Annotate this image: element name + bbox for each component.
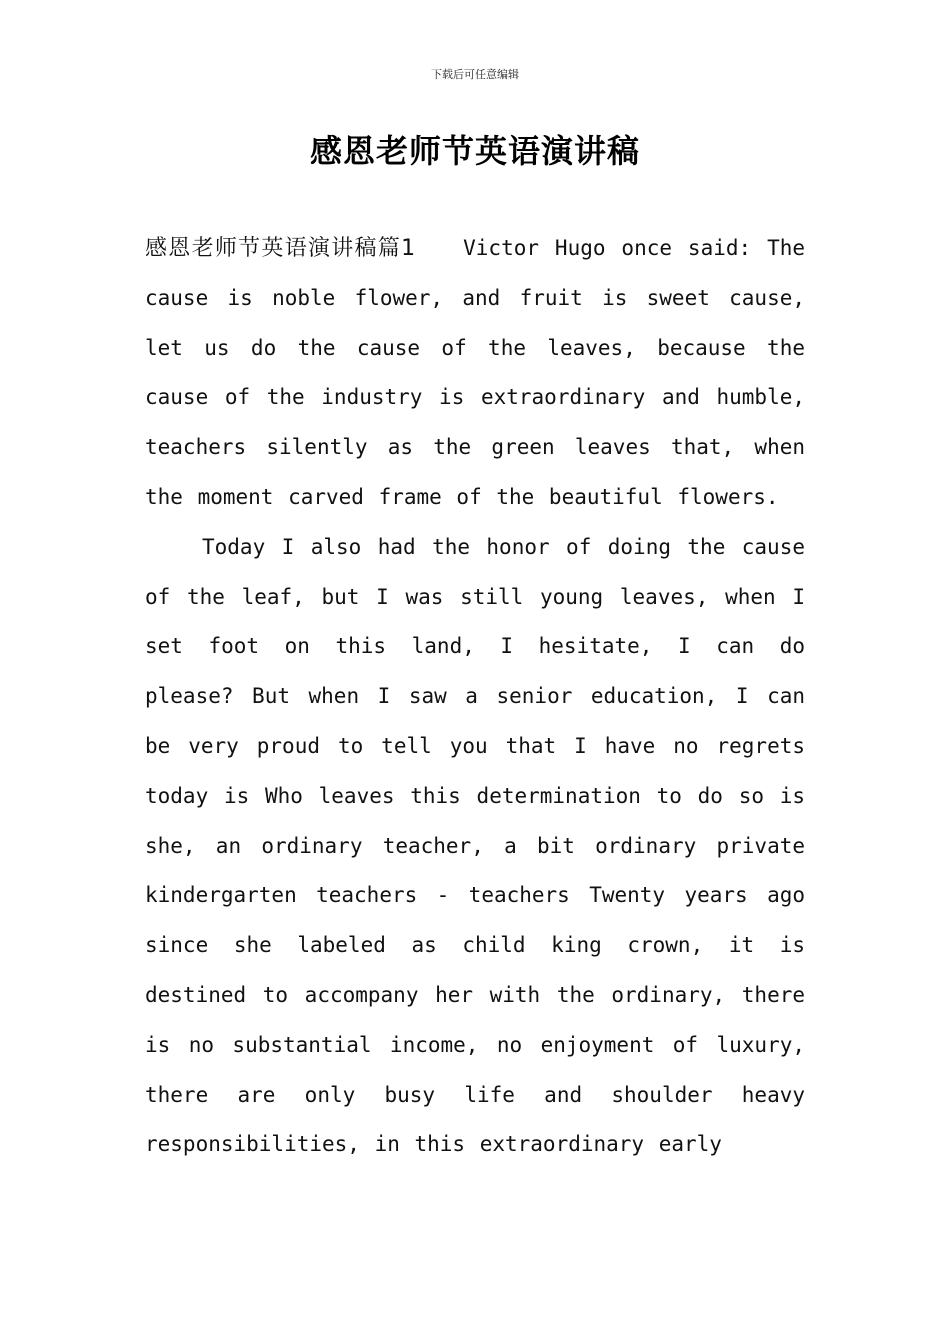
paragraph-1-text: Victor Hugo once said: The cause is noble flower, and fruit is sweet cause, let us do the cause of the leaves, because the cause of the industry is extraordinary and humble, teachers silently as the green leaves that, when the moment carved frame of the beautiful flowers. [145,236,805,509]
paragraph-1 [145,224,805,523]
paragraph-2: Today I also had the honor of doing the cause of the leaf, but I was still young leaves, when I set foot on this land, I hesitate, I can do please? But when I saw a senior education, I can be very proud to tell you that I have no regrets today is Who leaves this determination to do so is she, an ordinary teacher, a bit ordinary private kindergarten teachers - teachers Twenty years ago since she labeled as child king crown, it is destined to accompany her with the ordinary, there is no substantial income, no enjoyment of luxury, there are only busy life and shoulder heavy responsibilities, in this extraordinary early [145,534,805,1157]
document-title: 感恩老师节英语演讲稿 [309,132,640,170]
document-body [145,224,805,1170]
section-label: 感恩老师节英语演讲稿篇1 [145,236,416,261]
header-note: 下载后可任意编辑 [431,68,519,81]
